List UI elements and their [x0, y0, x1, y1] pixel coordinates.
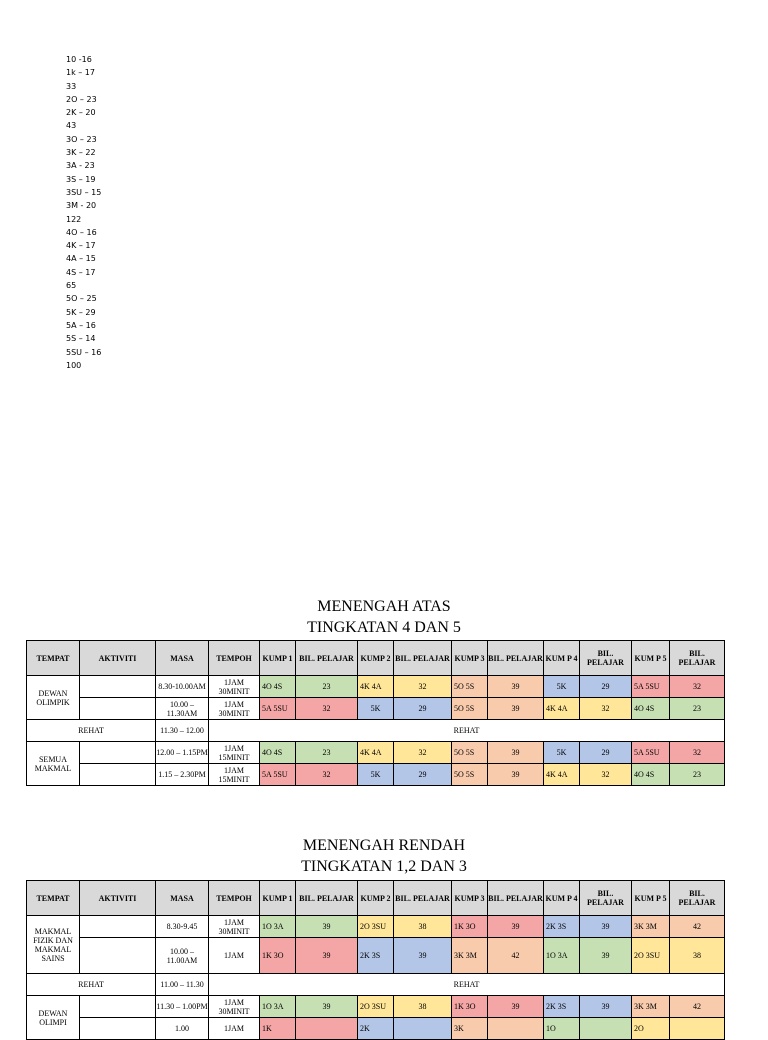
kump-cell: 1O 3A — [260, 916, 296, 938]
bil-cell: 39 — [296, 938, 358, 974]
header-bil2: BIL. PELAJAR — [394, 881, 452, 916]
bil-cell: 39 — [394, 938, 452, 974]
bil-cell: 32 — [670, 742, 725, 764]
kump-cell: 1K — [260, 1018, 296, 1040]
kump-cell: 5O 5S — [452, 676, 488, 698]
kump-cell: 5A 5SU — [632, 742, 670, 764]
table-row — [27, 698, 725, 720]
bil-cell: 32 — [296, 698, 358, 720]
tempat-cell: SEMUA MAKMAL — [27, 742, 80, 786]
rehat-label: REHAT — [27, 974, 156, 996]
kump-cell: 1K 3O — [452, 916, 488, 938]
lower-schedule-table — [26, 880, 725, 1040]
header-kump3: KUMP 3 — [452, 881, 488, 916]
lower-title: MENENGAH RENDAH — [302, 837, 466, 854]
header-kump5: KUM P 5 — [632, 641, 670, 676]
header-masa: MASA — [156, 881, 209, 916]
aktiviti-cell — [80, 764, 156, 786]
bil-cell: 32 — [580, 764, 632, 786]
bil-cell: 29 — [394, 698, 452, 720]
kump-cell: 3K 3M — [632, 996, 670, 1018]
bil-cell: 23 — [670, 698, 725, 720]
bil-cell — [580, 1018, 632, 1040]
header-row — [27, 881, 725, 916]
masa-cell: 10.00 – 11.30AM — [156, 698, 209, 720]
header-kump2: KUMP 2 — [358, 641, 394, 676]
header-aktiviti: AKTIVITI — [80, 881, 156, 916]
kump-cell: 3K 3M — [632, 916, 670, 938]
kump-cell: 2O 3SU — [358, 996, 394, 1018]
bil-cell: 29 — [580, 676, 632, 698]
kump-cell: 5K — [544, 676, 580, 698]
bil-cell — [488, 1018, 544, 1040]
note-line: 5S – 14 — [66, 334, 96, 344]
bil-cell: 23 — [670, 764, 725, 786]
note-line: 1k – 17 — [66, 68, 95, 78]
bil-cell — [296, 1018, 358, 1040]
bil-cell: 32 — [394, 742, 452, 764]
bil-cell — [394, 1018, 452, 1040]
tempat-cell: DEWAN OLIMPI — [27, 996, 80, 1040]
bil-cell: 39 — [580, 996, 632, 1018]
table-row — [27, 676, 725, 698]
kump-cell: 4O 4S — [632, 764, 670, 786]
note-line: 5A – 16 — [66, 320, 96, 330]
bil-cell: 39 — [488, 698, 544, 720]
header-kump3: KUMP 3 — [452, 641, 488, 676]
bil-cell: 39 — [580, 938, 632, 974]
tempoh-cell: 1JAM — [209, 938, 260, 974]
kump-cell: 5K — [358, 764, 394, 786]
header-bil1: BIL. PELAJAR — [296, 881, 358, 916]
table-row — [27, 1018, 725, 1040]
note-line: 4O – 16 — [66, 227, 97, 237]
class-count-notes — [66, 53, 101, 372]
kump-cell: 5K — [544, 742, 580, 764]
bil-cell: 29 — [580, 742, 632, 764]
header-bil1: BIL. PELAJAR — [296, 641, 358, 676]
kump-cell: 4K 4A — [544, 698, 580, 720]
kump-cell: 5O 5S — [452, 764, 488, 786]
lower-subtitle: TINGKATAN 1,2 DAN 3 — [301, 858, 467, 875]
tempoh-cell: 1JAM 15MINIT — [209, 764, 260, 786]
header-kump5: KUM P 5 — [632, 881, 670, 916]
header-kump1: KUMP 1 — [260, 881, 296, 916]
aktiviti-cell — [80, 676, 156, 698]
bil-cell: 39 — [580, 916, 632, 938]
kump-cell: 5O 5S — [452, 742, 488, 764]
table-row — [27, 938, 725, 974]
header-tempoh: TEMPOH — [209, 881, 260, 916]
header-row — [27, 641, 725, 676]
bil-cell: 32 — [580, 698, 632, 720]
note-line: 65 — [66, 281, 77, 291]
kump-cell: 4K 4A — [358, 742, 394, 764]
note-line: 4K – 17 — [66, 241, 96, 251]
tempoh-cell: 1JAM 30MINIT — [209, 676, 260, 698]
header-bil5: BIL. PELAJAR — [670, 641, 725, 676]
bil-cell: 39 — [488, 676, 544, 698]
bil-cell: 32 — [394, 676, 452, 698]
rehat-masa: 11.00 – 11.30 — [156, 974, 209, 996]
rehat-label: REHAT — [27, 720, 156, 742]
masa-cell: 12.00 – 1.15PM — [156, 742, 209, 764]
kump-cell: 1O 3A — [260, 996, 296, 1018]
note-line: 122 — [66, 214, 82, 224]
tempoh-cell: 1JAM 30MINIT — [209, 916, 260, 938]
masa-cell: 11.30 – 1.00PM — [156, 996, 209, 1018]
note-line: 100 — [66, 360, 82, 370]
header-bil4: BIL. PELAJAR — [580, 881, 632, 916]
kump-cell: 1O — [544, 1018, 580, 1040]
note-line: 3SU – 15 — [66, 187, 102, 197]
kump-cell: 1O 3A — [544, 938, 580, 974]
kump-cell: 4O 4S — [260, 676, 296, 698]
kump-cell: 5O 5S — [452, 698, 488, 720]
bil-cell: 42 — [670, 916, 725, 938]
aktiviti-cell — [80, 938, 156, 974]
kump-cell: 3K — [452, 1018, 488, 1040]
kump-cell: 2O 3SU — [632, 938, 670, 974]
kump-cell: 5A 5SU — [632, 676, 670, 698]
bil-cell: 42 — [488, 938, 544, 974]
note-line: 5O – 25 — [66, 294, 97, 304]
bil-cell: 38 — [670, 938, 725, 974]
kump-cell: 4K 4A — [358, 676, 394, 698]
aktiviti-cell — [80, 698, 156, 720]
note-line: 33 — [66, 81, 77, 91]
header-bil2: BIL. PELAJAR — [394, 641, 452, 676]
bil-cell: 29 — [394, 764, 452, 786]
masa-cell: 8.30-10.00AM — [156, 676, 209, 698]
note-line: 3M - 20 — [66, 201, 97, 211]
header-tempat: TEMPAT — [27, 881, 80, 916]
table-row — [27, 996, 725, 1018]
table-row — [27, 742, 725, 764]
bil-cell: 39 — [488, 742, 544, 764]
masa-cell: 1.00 — [156, 1018, 209, 1040]
tempat-cell: MAKMAL FIZIK DAN MAKMAL SAINS — [27, 916, 80, 974]
header-tempoh: TEMPOH — [209, 641, 260, 676]
table-row — [27, 916, 725, 938]
aktiviti-cell — [80, 742, 156, 764]
kump-cell: 5K — [358, 698, 394, 720]
bil-cell: 32 — [670, 676, 725, 698]
upper-schedule-table — [26, 640, 725, 786]
rehat-masa: 11.30 – 12.00 — [156, 720, 209, 742]
header-bil3: BIL. PELAJAR — [488, 641, 544, 676]
header-kump1: KUMP 1 — [260, 641, 296, 676]
kump-cell: 5A 5SU — [260, 698, 296, 720]
note-line: 2O – 23 — [66, 94, 97, 104]
note-line: 3S – 19 — [66, 174, 96, 184]
table-row — [27, 764, 725, 786]
header-bil4: BIL. PELAJAR — [580, 641, 632, 676]
tempoh-cell: 1JAM 15MINIT — [209, 742, 260, 764]
kump-cell: 2O 3SU — [358, 916, 394, 938]
kump-cell: 2O — [632, 1018, 670, 1040]
bil-cell: 39 — [296, 916, 358, 938]
tempoh-cell: 1JAM 30MINIT — [209, 698, 260, 720]
header-kump4: KUM P 4 — [544, 641, 580, 676]
kump-cell: 1K 3O — [260, 938, 296, 974]
aktiviti-cell — [80, 996, 156, 1018]
kump-cell: 4O 4S — [632, 698, 670, 720]
note-line: 3K – 22 — [66, 148, 96, 158]
header-bil5: BIL. PELAJAR — [670, 881, 725, 916]
tempoh-cell: 1JAM 30MINIT — [209, 996, 260, 1018]
note-line: 4S – 17 — [66, 267, 96, 277]
header-masa: MASA — [156, 641, 209, 676]
note-line: 5SU – 16 — [66, 347, 102, 357]
masa-cell: 10.00 – 11.00AM — [156, 938, 209, 974]
header-bil3: BIL. PELAJAR — [488, 881, 544, 916]
masa-cell: 8.30-9.45 — [156, 916, 209, 938]
rehat-row — [27, 974, 725, 996]
upper-title: MENENGAH ATAS — [317, 598, 451, 615]
bil-cell: 42 — [670, 996, 725, 1018]
note-line: 2K – 20 — [66, 108, 96, 118]
bil-cell — [670, 1018, 725, 1040]
masa-cell: 1.15 – 2.30PM — [156, 764, 209, 786]
bil-cell: 23 — [296, 676, 358, 698]
header-tempat: TEMPAT — [27, 641, 80, 676]
note-line: 43 — [66, 121, 77, 131]
tempoh-cell: 1JAM — [209, 1018, 260, 1040]
bil-cell: 32 — [296, 764, 358, 786]
kump-cell: 4O 4S — [260, 742, 296, 764]
upper-subtitle: TINGKATAN 4 DAN 5 — [307, 619, 461, 636]
bil-cell: 38 — [394, 916, 452, 938]
note-line: 4A – 15 — [66, 254, 96, 264]
rehat-label: REHAT — [209, 974, 725, 996]
aktiviti-cell — [80, 916, 156, 938]
header-kump2: KUMP 2 — [358, 881, 394, 916]
kump-cell: 3K 3M — [452, 938, 488, 974]
note-line: 3A - 23 — [66, 161, 95, 171]
header-kump4: KUM P 4 — [544, 881, 580, 916]
kump-cell: 2K 3S — [544, 916, 580, 938]
note-line: 5K – 29 — [66, 307, 96, 317]
kump-cell: 1K 3O — [452, 996, 488, 1018]
bil-cell: 39 — [488, 996, 544, 1018]
tempat-cell: DEWAN OLIMPIK — [27, 676, 80, 720]
rehat-row — [27, 720, 725, 742]
aktiviti-cell — [80, 1018, 156, 1040]
kump-cell: 5A 5SU — [260, 764, 296, 786]
bil-cell: 38 — [394, 996, 452, 1018]
bil-cell: 39 — [488, 764, 544, 786]
note-line: 10 -16 — [66, 55, 92, 64]
kump-cell: 2K — [358, 1018, 394, 1040]
kump-cell: 2K 3S — [358, 938, 394, 974]
bil-cell: 23 — [296, 742, 358, 764]
header-aktiviti: AKTIVITI — [80, 641, 156, 676]
bil-cell: 39 — [296, 996, 358, 1018]
note-line: 3O – 23 — [66, 134, 97, 144]
bil-cell: 39 — [488, 916, 544, 938]
rehat-label: REHAT — [209, 720, 725, 742]
kump-cell: 4K 4A — [544, 764, 580, 786]
kump-cell: 2K 3S — [544, 996, 580, 1018]
